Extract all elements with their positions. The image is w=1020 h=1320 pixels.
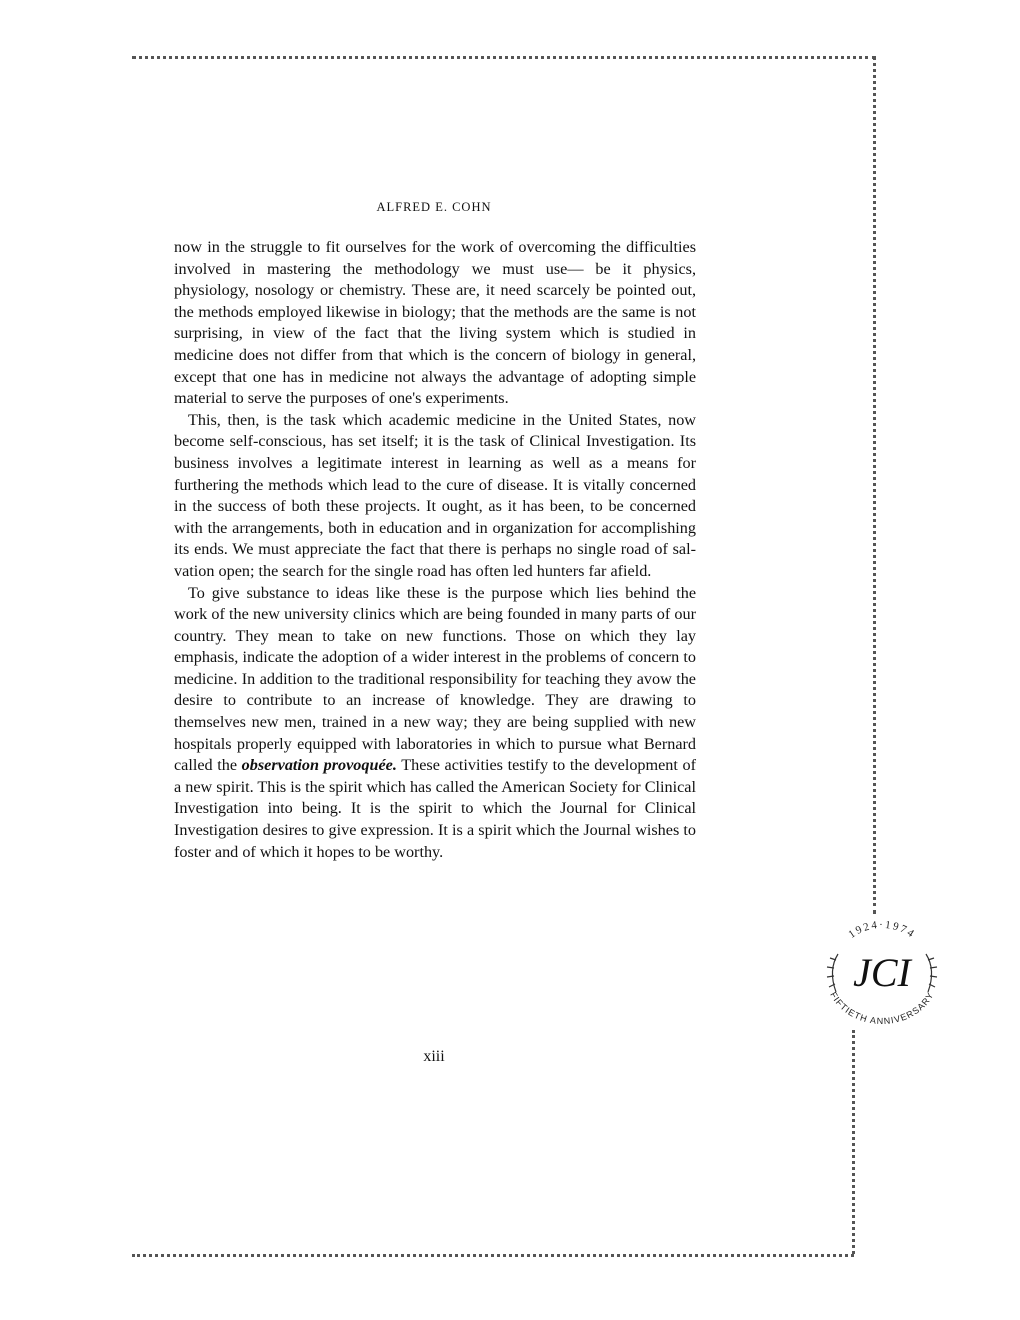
paragraph-3-text-before: To give substance to ideas like these is the purpose which lies behind the work of the new university clinics which are being founded in many parts of our country. They mean to take on new functions. Those on which they lay emphasis, indicate the adoption of a wider interest in the problems of concern to medicine. In addition to the traditional responsibility for teaching they avow the desire to contribute to an increase of knowledge. They are drawing to themselves new men, trained in a new way; they are being supplied with new hospitals properly equipped with laboratories in which to pursue what Bernard called the xyxy=(174,583,696,775)
jci-anniversary-seal xyxy=(812,912,952,1030)
body-text xyxy=(174,237,696,863)
dotted-border-right-lower xyxy=(852,1030,855,1254)
dotted-border-top xyxy=(132,56,876,59)
paragraph-2 xyxy=(174,410,696,583)
dotted-border-bottom xyxy=(132,1254,854,1257)
laurel-left-icon xyxy=(827,954,838,992)
page-number: xiii xyxy=(423,1048,445,1065)
dotted-border-right-upper xyxy=(873,56,876,914)
paragraph-3-text-after: These activities testify to the development of a new spirit. This is the spirit which has called the American Society for Clinical Investigation into being. It is the spirit to which the Journal for Clinical Investigation desires to give expression. It is a spirit which the Journal wishes to foster and of which it hopes to be worthy. xyxy=(174,756,697,861)
paragraph-1-text: now in the struggle to fit ourselves for the work of overcoming the difficulties involved in mastering the methodology we must use— be it physics, physiology, nosology or chemistry. These are, it need scarcely be pointed out, the methods employed likewise in biology; that the methods are the same is not surprising, in view of the fact that the living system which is studied in medicine does not differ from that which is the concern of biology in general, except that one has in medicine not always the advantage of adopting simple material to serve the purposes of one's experiments. xyxy=(174,238,696,408)
laurel-right-icon xyxy=(926,954,937,992)
seal-caption: FIFTIETH ANNIVERSARY xyxy=(828,990,936,1027)
paragraph-3 xyxy=(174,583,696,864)
seal-graphic xyxy=(812,912,952,1030)
paragraph-2-text: This, then, is the task which academic medicine in the United States, now become self-conscious, has set itself; it is the task of Clinical Investigation. Its business involves a legitimate interest in learning as well as a means for furthering the methods which lead to the cure of disease. It is vitally concerned in the success of both these projects. It ought, as it has been, to be concerned with the arrangements, both in education and in organization for accomplishing its ends. We must appreciate the fact that there is perhaps no single road of salvation open; the search for the single road has often led hunters far afield. xyxy=(174,410,696,580)
running-head: ALFRED E. COHN xyxy=(376,200,492,214)
paragraph-3-emphasis: observation provoquée. xyxy=(241,756,397,775)
seal-years: 1924·1974 xyxy=(846,919,918,941)
seal-monogram: JCI xyxy=(853,950,911,995)
paragraph-1 xyxy=(174,237,696,410)
